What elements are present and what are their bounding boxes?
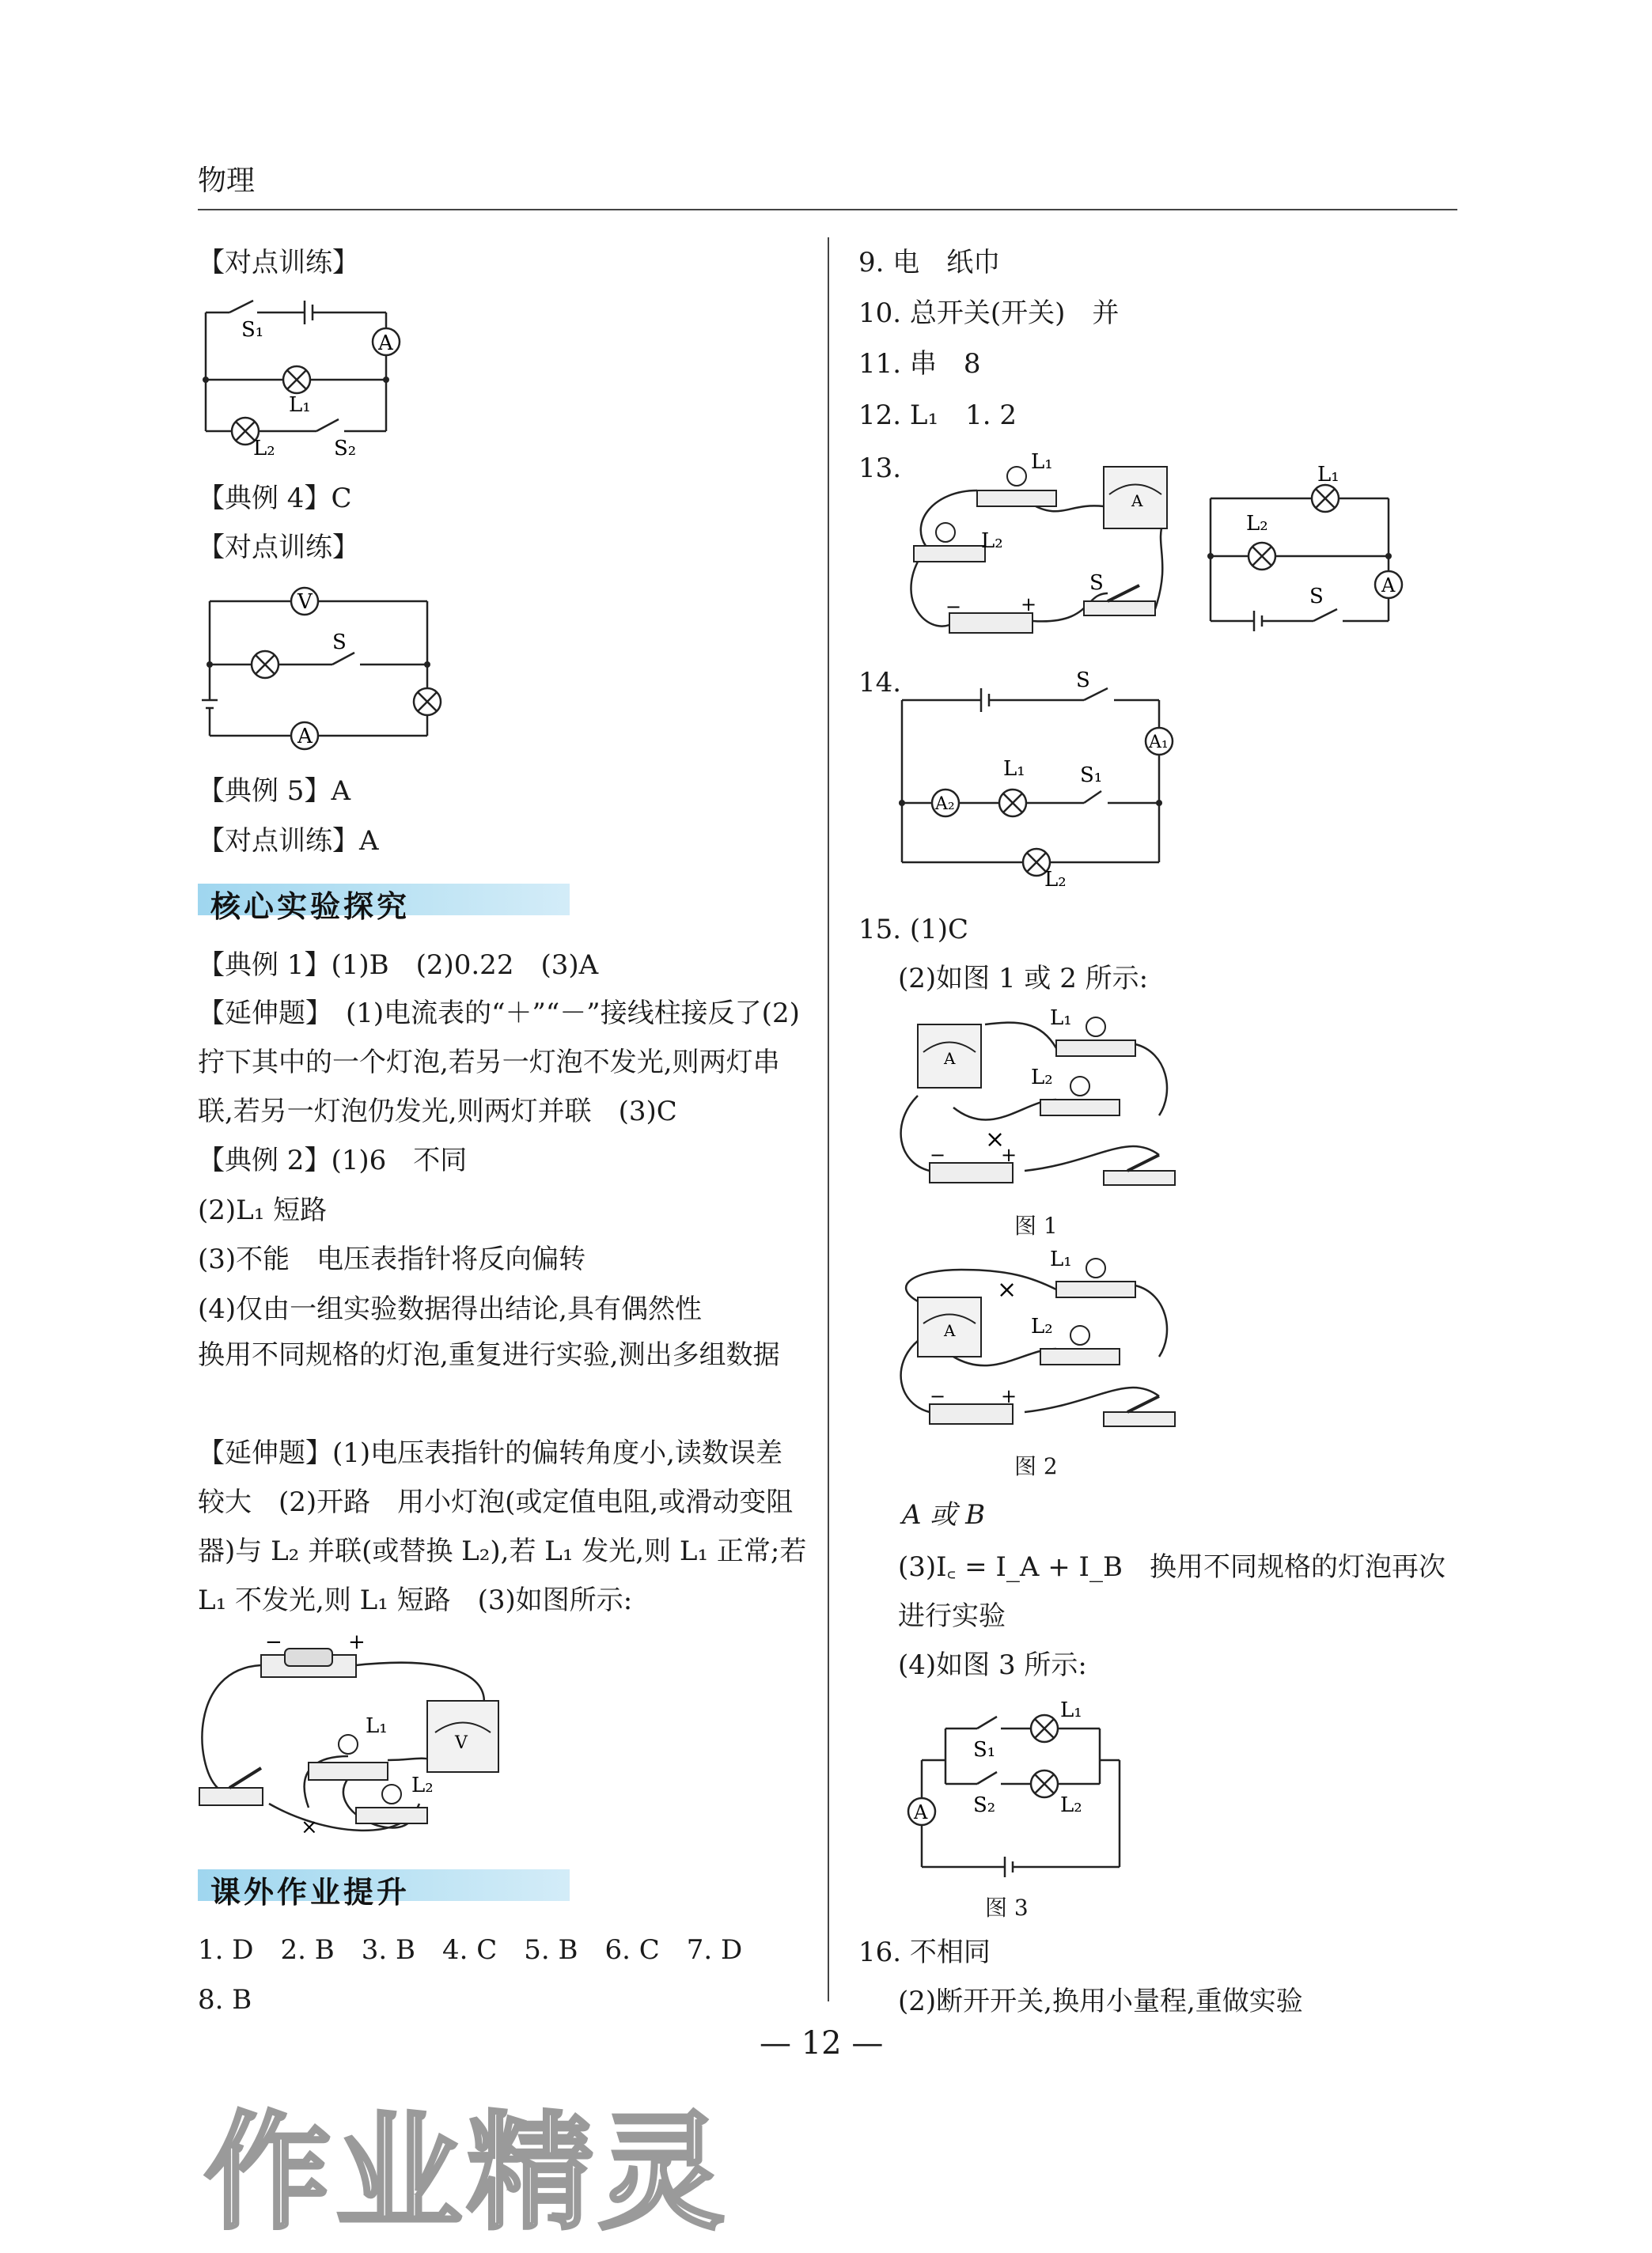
svg-text:×: × — [301, 1816, 318, 1839]
answer-line: (2)断开开关,换用小量程,重做实验 — [898, 1986, 1303, 2017]
voltmeter-symbol: V — [297, 590, 313, 614]
watermark-logo: 作业精灵 — [204, 2099, 730, 2247]
answer-line: 1. D 2. B 3. B 4. C 5. B 6. C 7. D — [198, 1934, 743, 1966]
section-banner — [198, 884, 570, 924]
circuit-diagram-2 — [198, 577, 435, 752]
column-divider — [828, 237, 829, 2001]
svg-text:L₁: L₁ — [1050, 1248, 1072, 1271]
answer-line: (2)如图 1 或 2 所示: — [898, 963, 1149, 994]
svg-text:L₂: L₂ — [1060, 1793, 1082, 1817]
svg-text:A: A — [914, 1801, 928, 1823]
ammeter-symbol: A — [297, 725, 313, 748]
answer-paragraph: (3)I꜀ = I_A + I_B 换用不同规格的灯泡再次进行实验 — [898, 1551, 1446, 1632]
svg-text:×: × — [997, 1276, 1017, 1304]
figure-caption: 图 1 — [1014, 1213, 1058, 1239]
svg-text:+: + — [348, 1630, 366, 1654]
svg-text:L₂: L₂ — [1031, 1315, 1053, 1339]
svg-text:L₂: L₂ — [1246, 512, 1268, 536]
circuit-drawing-voltmeter — [198, 1630, 530, 1851]
svg-text:A: A — [944, 1049, 956, 1068]
answer-line: (2)L₁ 短路 — [198, 1195, 328, 1226]
answer-line: A 或 B — [902, 1499, 986, 1531]
svg-text:L₁: L₁ — [1050, 1006, 1072, 1030]
circuit-diagram-q14 — [894, 668, 1195, 892]
svg-text:L₁: L₁ — [1031, 450, 1053, 474]
svg-text:S₁: S₁ — [973, 1738, 996, 1762]
section-banner-title: 课外作业提升 — [210, 1875, 411, 1910]
lamp-label: L₂ — [253, 437, 275, 460]
example-answer: 【典例 5】A — [198, 775, 350, 807]
svg-text:S: S — [1089, 571, 1104, 595]
svg-text:L₂: L₂ — [411, 1774, 434, 1797]
svg-text:L₂: L₂ — [1044, 868, 1067, 892]
circuit-drawing-fig2 — [898, 1248, 1183, 1444]
svg-text:A₂: A₂ — [935, 794, 955, 814]
svg-text:S: S — [1309, 585, 1324, 608]
svg-text:L₁: L₁ — [366, 1714, 388, 1738]
answer-line: 15. (1)C — [858, 914, 969, 945]
circuit-drawing-q13 — [902, 450, 1203, 649]
svg-text:V: V — [455, 1733, 468, 1753]
answer-line: (4)仅由一组实验数据得出结论,具有偶然性 — [198, 1293, 702, 1325]
svg-text:+: + — [1001, 1385, 1017, 1407]
page-header-subject: 物理 — [198, 165, 256, 197]
circuit-diagram-fig3 — [902, 1693, 1139, 1891]
figure-caption: 图 3 — [985, 1895, 1029, 1921]
figure-caption: 图 2 — [1014, 1453, 1058, 1479]
svg-text:S: S — [1076, 668, 1090, 692]
svg-text:−: − — [930, 1144, 946, 1166]
circuit-drawing-fig1 — [898, 1006, 1183, 1202]
circuit-diagram-1 — [198, 293, 404, 467]
example-answer: 【典例 4】C — [198, 483, 352, 514]
answer-line: (4)如图 3 所示: — [898, 1649, 1087, 1681]
answer-paragraph: 【延伸题】 (1)电流表的“＋”“－”接线柱接反了(2)拧下其中的一个灯泡,若另一灯泡不发光,则两灯串联,若另一灯泡仍发光,则两灯并联 (3)C — [198, 998, 800, 1127]
svg-text:A: A — [1131, 491, 1143, 510]
svg-text:−: − — [945, 596, 962, 618]
switch-label: S₁ — [241, 318, 264, 342]
svg-text:L₂: L₂ — [981, 529, 1003, 553]
svg-text:A: A — [944, 1321, 956, 1340]
answer-line: 【典例 2】(1)6 不同 — [198, 1145, 468, 1176]
svg-text:A₁: A₁ — [1149, 733, 1169, 752]
svg-text:−: − — [265, 1630, 282, 1654]
section-banner — [198, 1869, 570, 1910]
answer-line: (3)不能 电压表指针将反向偏转 — [198, 1244, 586, 1275]
svg-text:+: + — [1001, 1144, 1017, 1166]
answer-line: 9. 电 纸巾 — [858, 247, 1001, 278]
switch-label: S — [332, 630, 347, 654]
answer-line: 10. 总开关(开关) 并 — [858, 297, 1120, 329]
section-banner-title: 核心实验探究 — [210, 889, 411, 924]
svg-text:A: A — [1381, 574, 1396, 596]
svg-text:L₁: L₁ — [1003, 757, 1025, 781]
svg-text:L₂: L₂ — [1031, 1066, 1053, 1089]
svg-text:×: × — [985, 1126, 1006, 1153]
header-rule — [198, 209, 1457, 210]
answer-line: 8. B — [198, 1984, 252, 2016]
page-number: — 12 — — [760, 2025, 884, 2062]
section-label: 【对点训练】 — [198, 532, 359, 563]
ammeter-symbol: A — [378, 331, 393, 355]
answer-line: 12. L₁ 1. 2 — [858, 399, 1017, 431]
svg-text:L₁: L₁ — [1060, 1698, 1082, 1722]
answer-line: 14. — [858, 667, 902, 699]
svg-text:S₁: S₁ — [1080, 763, 1103, 787]
answer-line: 13. — [858, 452, 902, 484]
answer-paragraph: 【延伸题】(1)电压表指针的偏转角度小,读数误差较大 (2)开路 用小灯泡(或定值电阻,或滑动变阻器)与 L₂ 并联(或替换 L₂),若 L₁ 发光,则 L₁ 正常;若 L₁ 不发光,则 L₁ 短路 (3)如图所示: — [198, 1437, 807, 1616]
svg-text:+: + — [1021, 593, 1037, 615]
answer-line: 11. 串 8 — [858, 348, 981, 380]
section-label: 【对点训练】A — [198, 825, 379, 857]
section-label: 【对点训练】 — [198, 247, 359, 278]
answer-paragraph: 换用不同规格的灯泡,重复进行实验,测出多组数据 — [198, 1339, 780, 1371]
svg-text:L₁: L₁ — [1317, 463, 1339, 487]
switch-label: S₂ — [334, 437, 357, 460]
svg-text:−: − — [930, 1385, 946, 1407]
answer-line: 16. 不相同 — [858, 1937, 991, 1968]
circuit-diagram-q13 — [1207, 463, 1412, 633]
answer-line: 【典例 1】(1)B (2)0.22 (3)A — [198, 949, 599, 981]
svg-text:S₂: S₂ — [973, 1793, 996, 1817]
lamp-label: L₁ — [289, 393, 311, 417]
